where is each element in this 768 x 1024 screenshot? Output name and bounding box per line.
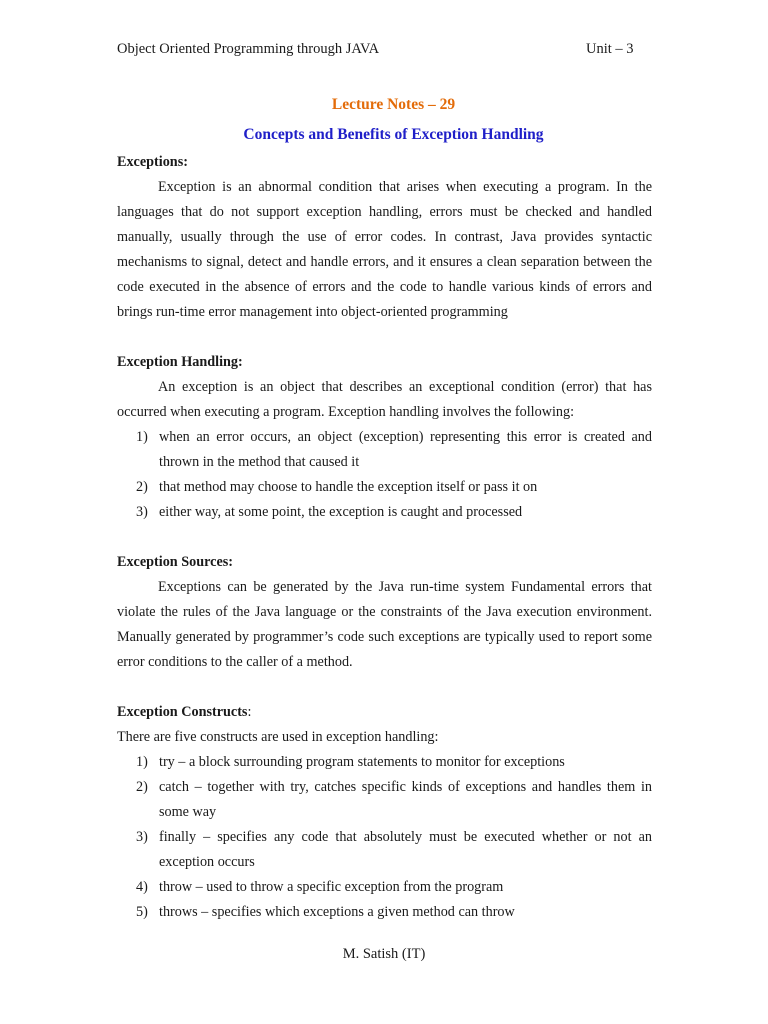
page-footer-author: M. Satish (IT) — [342, 946, 426, 962]
list-item — [117, 875, 652, 900]
list-item — [117, 825, 652, 875]
list-item — [117, 425, 652, 475]
list-item-text: try – a block surrounding program statements to monitor for exceptions — [159, 754, 565, 770]
list-item — [117, 500, 652, 525]
header-unit: Unit – 3 — [586, 41, 634, 57]
list-item-number: 2) — [136, 479, 148, 495]
paragraph-exception-sources: Exceptions can be generated by the Java run-time system Fundamental errors that violate the rules of the Java language or the constraints of the Java execution environment. Manually generated by programmer’s code such exceptions are typically used to report some error conditions to the caller of a method. — [117, 579, 652, 670]
list-item — [117, 750, 652, 775]
heading-exception-sources: Exception Sources: — [117, 554, 233, 570]
list-item-number: 3) — [136, 829, 148, 845]
list-item-text: that method may choose to handle the exception itself or pass it on — [159, 479, 538, 495]
paragraph-exception-handling: An exception is an object that describes an exceptional condition (error) that has occurred when executing a program. Exception handling involves the following: — [117, 379, 652, 420]
list-item — [117, 475, 652, 500]
list-item-number: 4) — [136, 879, 148, 895]
paragraph-constructs-intro: There are five constructs are used in exception handling: — [117, 729, 439, 745]
list-item-text: either way, at some point, the exception is caught and processed — [159, 504, 523, 520]
page-content — [117, 90, 652, 925]
list-item-text: when an error occurs, an object (exception) representing this error is created and thrown in the method that caused it — [159, 429, 652, 470]
list-item — [117, 775, 652, 825]
heading-text: Exception Constructs — [117, 704, 248, 720]
list-item-number: 1) — [136, 754, 148, 770]
list-item-text: finally – specifies any code that absolutely must be executed whether or not an exception occurs — [159, 829, 652, 870]
list-item-text: catch – together with try, catches specific kinds of exceptions and handles them in some way — [159, 779, 652, 820]
handling-steps-list — [117, 425, 652, 525]
header-course-title: Object Oriented Programming through JAVA — [117, 41, 380, 57]
lecture-title: Lecture Notes – 29 — [331, 96, 456, 113]
paragraph-exceptions: Exception is an abnormal condition that arises when executing a program. In the languages that do not support exception handling, errors must be checked and handled manually, usually through the use of error codes. In contrast, Java provides syntactic mechanisms to signal, detect and handle errors, and it ensures a clean separation between the code executed in the absence of errors and the code to handle various kinds of errors and brings run-time error management into object-oriented programming — [117, 179, 652, 320]
list-item-text: throws – specifies which exceptions a given method can throw — [159, 904, 515, 920]
heading-colon: : — [247, 704, 252, 720]
heading-exception-constructs — [117, 700, 652, 725]
heading-exception-handling: Exception Handling: — [117, 354, 243, 370]
heading-exceptions: Exceptions: — [117, 154, 188, 170]
topic-title: Concepts and Benefits of Exception Handling — [243, 126, 544, 143]
list-item-number: 2) — [136, 779, 148, 795]
constructs-list — [117, 750, 652, 925]
list-item-number: 1) — [136, 429, 148, 445]
list-item-number: 3) — [136, 504, 148, 520]
list-item-number: 5) — [136, 904, 148, 920]
list-item — [117, 900, 652, 925]
list-item-text: throw – used to throw a specific exception from the program — [159, 879, 504, 895]
